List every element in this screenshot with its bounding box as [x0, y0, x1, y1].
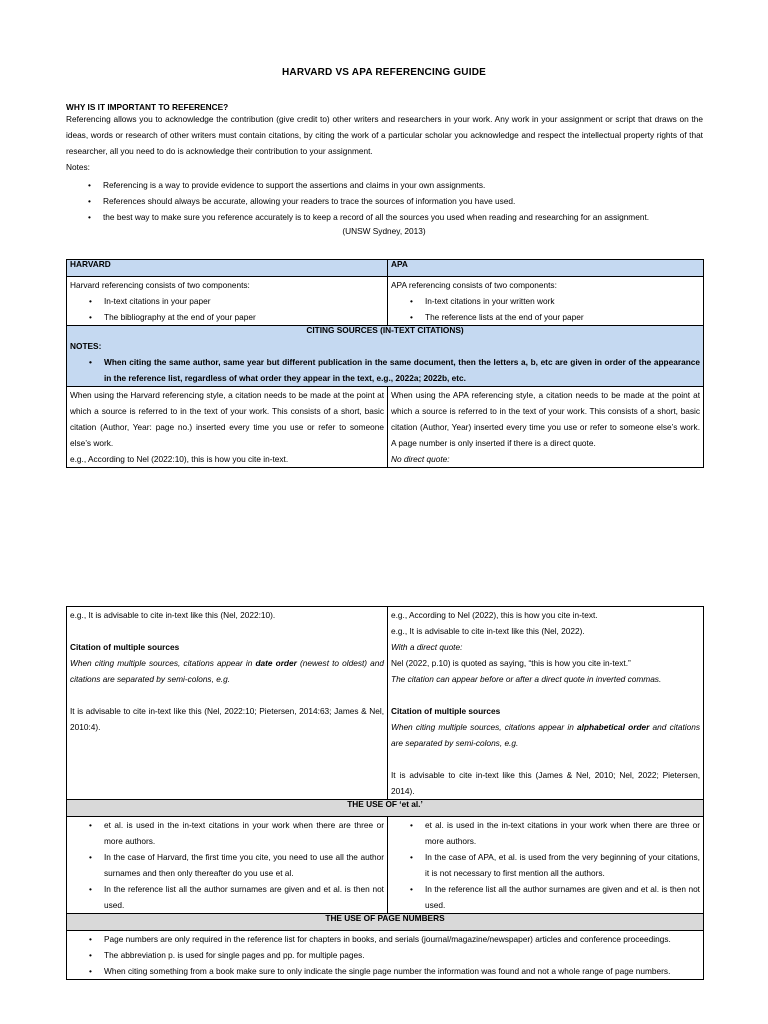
list-item: • When citing the same author, same year but different publication in the same document, then the letters a, b, etc are given in order of the appearance in the reference list, regardless of what order they appear in the text, e.g., 2022a; 2022b, etc.: [70, 354, 700, 386]
apa-multiple-sources-rule: When citing multiple sources, citations appear in alphabetical order and citations are separated by semi-colons, e.g.: [391, 722, 701, 748]
apa-direct-quote-example: Nel (2022, p.10) is quoted as saying, “this is how you cite in-text.”: [391, 658, 631, 668]
list-item: • In-text citations in your written work: [391, 293, 700, 309]
list-item: • In the case of Harvard, the first time you cite, you need to use all the author surnames and then only thereafter do you use et al.: [70, 849, 384, 881]
apa-citation-text: When using the APA referencing style, a citation needs to be made at the point at which a source is referred to in the text of your work. This consists of a short, basic citation (Author, Year) inserted every time you use or refer to someone else’s work. A page number is only inserted if there is a direct quote.: [391, 390, 700, 448]
harvard-citation-example: e.g., According to Nel (2022:10), this is how you cite in-text.: [70, 454, 289, 464]
list-item: • The bibliography at the end of your paper: [70, 309, 384, 325]
harvard-components-list: [70, 293, 384, 325]
citing-sources-header: CITING SOURCES (IN-TEXT CITATIONS): [306, 325, 464, 335]
apa-direct-quote-note: The citation can appear before or after a direct quote in inverted commas.: [391, 674, 662, 684]
harvard-citation-cell: [67, 387, 388, 468]
source-citation: (UNSW Sydney, 2013): [342, 226, 426, 236]
harvard-et-al-list: [70, 817, 384, 913]
intro-notes-list: [66, 177, 703, 225]
apa-column-header: APA: [388, 260, 704, 277]
list-item: • References should always be accurate, allowing your readers to trace the sources of information you have used.: [66, 193, 703, 209]
harvard-components-intro: Harvard referencing consists of two components:: [70, 280, 250, 290]
page-numbers-cell: [67, 931, 704, 980]
harvard-examples-cell: [67, 607, 388, 800]
apa-multiple-sources-heading: Citation of multiple sources: [391, 706, 501, 716]
notes-label: Notes:: [66, 162, 90, 172]
list-item: • In the reference list all the author surnames are given and et al. is then not used.: [70, 881, 384, 913]
apa-example-2: e.g., It is advisable to cite in-text like this (Nel, 2022).: [391, 626, 585, 636]
et-al-section-header: THE USE OF ‘et al.’: [67, 800, 704, 817]
apa-components-intro: APA referencing consists of two components:: [391, 280, 557, 290]
notes-heading: NOTES:: [70, 341, 102, 351]
page-numbers-section-header: THE USE OF PAGE NUMBERS: [67, 914, 704, 931]
document-title: HARVARD VS APA REFERENCING GUIDE: [281, 67, 486, 78]
harvard-multiple-sources-rule: When citing multiple sources, citations appear in date order (newest to oldest) and citations are separated by semi-colons, e.g.: [70, 658, 384, 684]
list-item: • et al. is used in the in-text citations in your work when there are three or more authors.: [391, 817, 700, 849]
harvard-et-al-cell: [67, 817, 388, 914]
apa-et-al-cell: [388, 817, 704, 914]
apa-direct-quote-label: With a direct quote:: [391, 642, 463, 652]
comparison-table-part-1: [66, 259, 704, 468]
list-item: • In the case of APA, et al. is used from the very beginning of your citations, it is not necessary to first mention all the authors.: [391, 849, 700, 881]
apa-components-cell: [388, 277, 704, 326]
comparison-table-part-2: [66, 606, 704, 980]
apa-multiple-sources-example: It is advisable to cite in-text like this (James & Nel, 2010; Nel, 2022; Pietersen, 2014).: [391, 770, 700, 796]
harvard-components-cell: [67, 277, 388, 326]
intro-paragraph: Referencing allows you to acknowledge the contribution (give credit to) other writers and researchers in your work. Any work in your assignment or script that draws on the ideas, words or research of other writers must contain citations, by citing the work of a particular scholar you acknowledge and respect the intellectual property rights of that researcher, all you need to do is acknowledge their contribution to your assignment.: [66, 114, 703, 156]
apa-citation-cell: [388, 387, 704, 468]
page-numbers-list: [70, 931, 700, 979]
harvard-multiple-sources-example: It is advisable to cite in-text like this (Nel, 2022:10; Pietersen, 2014:63; James & Nel, 2010:4).: [70, 706, 384, 732]
harvard-citation-text: When using the Harvard referencing style, a citation needs to be made at the point at which a source is referred to in the text of your work. This consists of a short, basic citation (Author, Year: page no.) inserted every time you use or refer to someone else’s work.: [70, 390, 384, 448]
harvard-example: e.g., It is advisable to cite in-text like this (Nel, 2022:10).: [70, 610, 276, 620]
list-item: • In the reference list all the author surnames are given and et al. is then not used.: [391, 881, 700, 913]
citing-sources-section: [67, 326, 704, 387]
harvard-multiple-sources-heading: Citation of multiple sources: [70, 642, 180, 652]
apa-no-direct-quote-label: No direct quote:: [391, 454, 450, 464]
list-item: • The abbreviation p. is used for single pages and pp. for multiple pages.: [70, 947, 700, 963]
section-heading-why-reference: WHY IS IT IMPORTANT TO REFERENCE?: [66, 102, 229, 112]
citing-notes-list: [70, 354, 700, 386]
harvard-column-header: HARVARD: [67, 260, 388, 277]
apa-components-list: [391, 293, 700, 325]
apa-example-1: e.g., According to Nel (2022), this is how you cite in-text.: [391, 610, 598, 620]
list-item: • et al. is used in the in-text citations in your work when there are three or more authors.: [70, 817, 384, 849]
apa-examples-cell: [388, 607, 704, 800]
apa-et-al-list: [391, 817, 700, 913]
list-item: • When citing something from a book make sure to only indicate the single page number the information was found and not a whole range of page numbers.: [70, 963, 700, 979]
list-item: • the best way to make sure you reference accurately is to keep a record of all the sources you used when reading and researching for an assignment.: [66, 209, 703, 225]
list-item: • The reference lists at the end of your paper: [391, 309, 700, 325]
list-item: • Referencing is a way to provide evidence to support the assertions and claims in your own assignments.: [66, 177, 703, 193]
list-item: • In-text citations in your paper: [70, 293, 384, 309]
list-item: • Page numbers are only required in the reference list for chapters in books, and serials (journal/magazine/newspaper) articles and conference proceedings.: [70, 931, 700, 947]
